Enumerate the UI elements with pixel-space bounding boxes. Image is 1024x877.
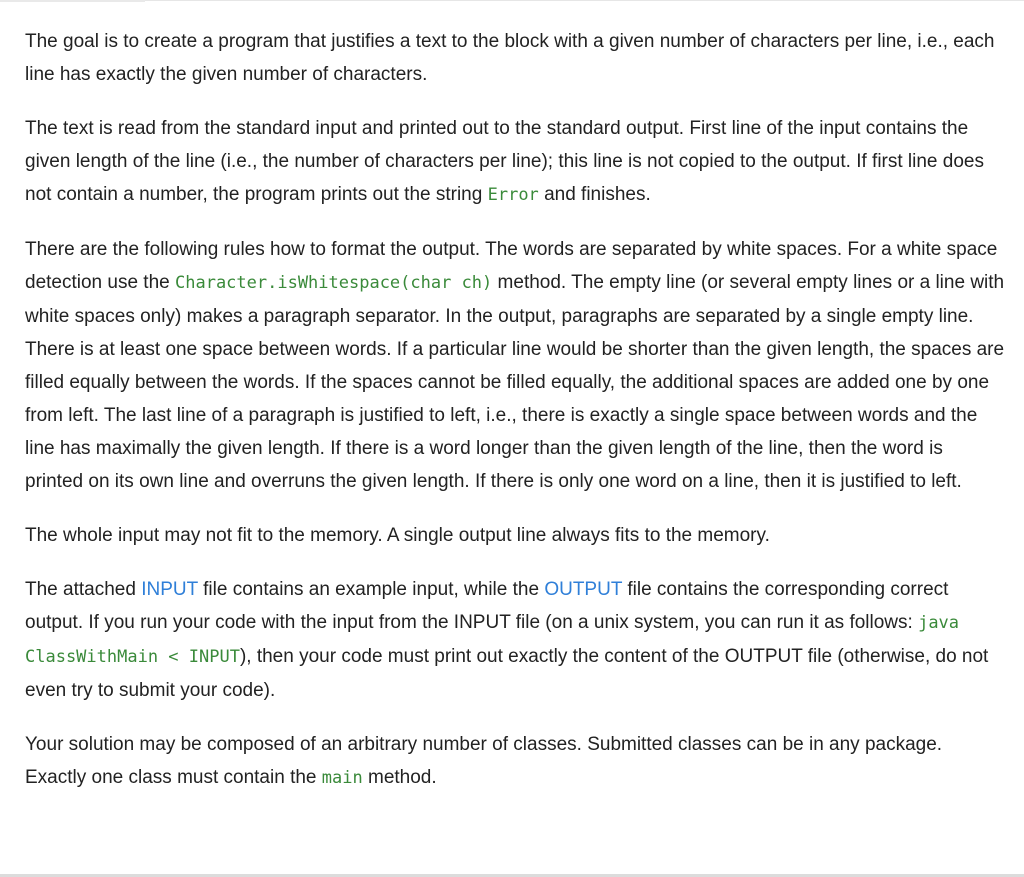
paragraph-rules xyxy=(25,233,1005,498)
paragraph-text: file contains an example input, while the xyxy=(197,579,545,600)
top-divider xyxy=(0,0,1024,1)
assignment-description xyxy=(25,25,1005,816)
inline-code-main: main xyxy=(321,768,363,788)
inline-code-iswhitespace: Character.isWhitespace(char ch) xyxy=(175,273,493,293)
inline-code-error: Error xyxy=(487,185,539,205)
paragraph-submission xyxy=(25,728,1005,795)
paragraph-text: method. The empty line (or several empty lines or a line with white spaces only) makes a paragraph separator. In the output, paragraphs are separated by a single empty line. There is at least one space between words. If a particular line would be shorter than the given length, the spaces are filled equally between the words. If the spaces cannot be filled equally, the additional spaces are added one by one from left. The last line of a paragraph is justified to left, i.e., there is exactly a single space between words and the line has maximally the given length. If there is a word longer than the given length of the line, then the word is printed on its own line and overruns the given length. If there is only one word on a line, then it is justified to left. xyxy=(25,272,1005,492)
top-tab-indicator xyxy=(0,0,145,2)
output-file-link[interactable]: OUTPUT xyxy=(544,579,623,600)
paragraph-text: method. xyxy=(362,767,437,788)
inline-code-command: java ClassWithMain < INPUT xyxy=(25,613,960,667)
paragraph-memory: The whole input may not fit to the memory. A single output line always fits to the memory. xyxy=(25,525,770,546)
paragraph-text: file contains the corresponding correct output. If you run your code with the input from the INPUT file (on a unix system, you can run it as follows: xyxy=(25,579,949,633)
paragraph-input-format xyxy=(25,112,1005,212)
paragraph-attachments xyxy=(25,573,1005,707)
paragraph-goal: The goal is to create a program that justifies a text to the block with a given number of characters per line, i.e., each line has exactly the given number of characters. xyxy=(25,31,995,85)
input-file-link[interactable]: INPUT xyxy=(141,579,198,600)
paragraph-text: ), then your code must print out exactly the content of the OUTPUT file (otherwise, do not even try to submit your code). xyxy=(25,646,989,701)
paragraph-text: There are the following rules how to format the output. The words are separated by white spaces. For a white space detection use the xyxy=(25,239,998,293)
paragraph-text: The text is read from the standard input and printed out to the standard output. First line of the input contains the given length of the line (i.e., the number of characters per line); this line is not copied to the output. If first line does not contain a number, the program prints out the string xyxy=(25,118,984,205)
paragraph-text: and finishes. xyxy=(538,184,651,205)
paragraph-text: Your solution may be composed of an arbitrary number of classes. Submitted classes can be in any package. Exactly one class must contain the xyxy=(25,734,943,788)
paragraph-text: The attached xyxy=(25,579,142,600)
